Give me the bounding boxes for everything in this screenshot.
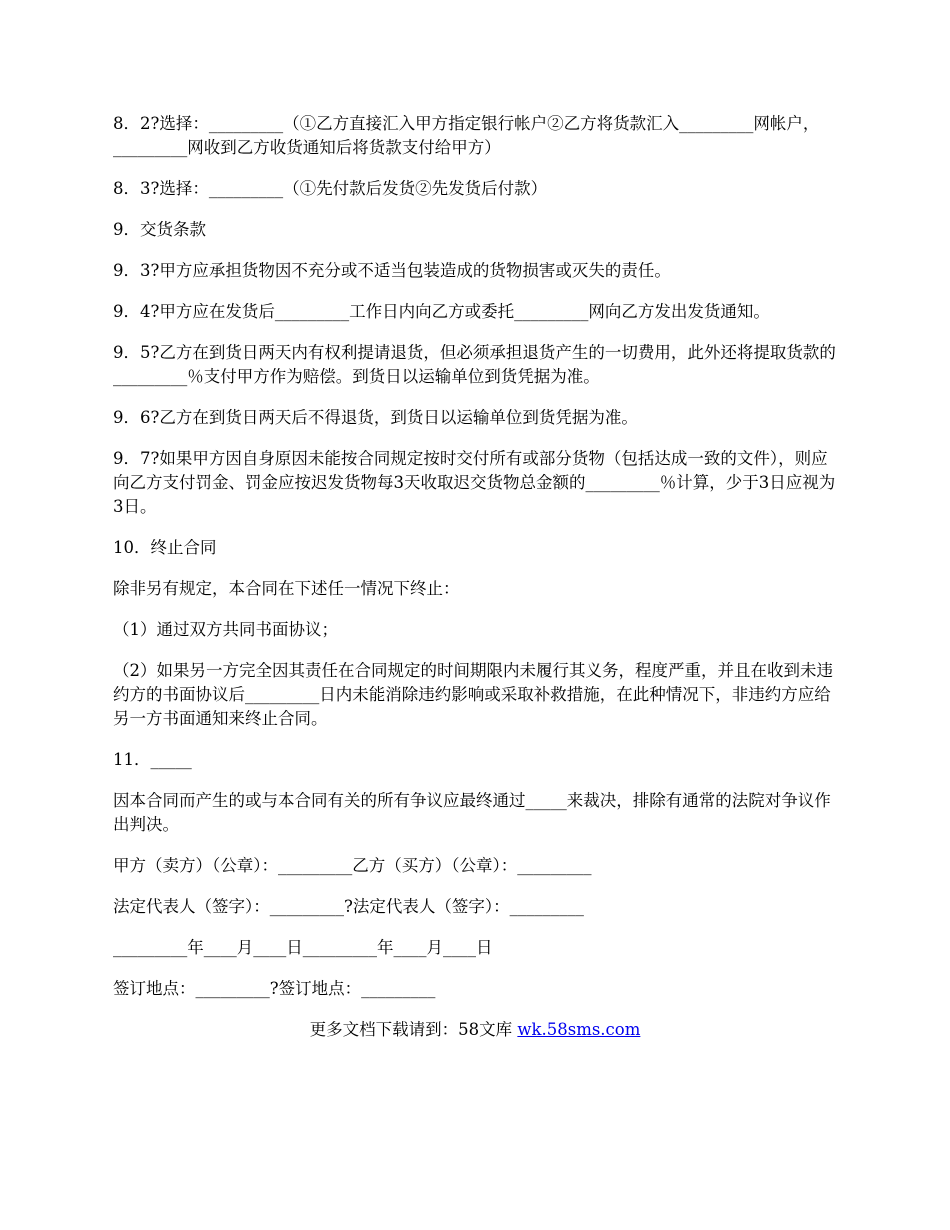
footer-link[interactable]: wk.58sms.com bbox=[517, 1020, 641, 1039]
clause-9-6: 9．6?乙方在到货日两天后不得退货，到货日以运输单位到货凭据为准。 bbox=[113, 408, 638, 427]
legal-rep-line: 法定代表人（签字）：_________?法定代表人（签字）：_________ bbox=[113, 897, 584, 916]
termination-item-2: （2）如果另一方完全因其责任在合同规定的时间期限内未履行其义务，程度严重，并且在收到未违约方的书面协议后_________日内未能消除违约影响或采取补救措施，在此种情况下，非违约方应给另一方书面通知来终止合同。 bbox=[113, 661, 833, 728]
clause-9-4: 9．4?甲方应在发货后_________工作日内向乙方或委托_________网向乙方发出发货通知。 bbox=[113, 302, 770, 321]
party-seals-line: 甲方（卖方）（公章）：_________乙方（买方）（公章）：_________ bbox=[113, 856, 592, 875]
termination-intro: 除非另有规定，本合同在下述任一情况下终止： bbox=[113, 579, 460, 598]
clause-8-3: 8．3?选择：_________（①先付款后发货②先发货后付款） bbox=[113, 179, 548, 198]
heading-10: 10．终止合同 bbox=[113, 538, 217, 557]
termination-item-1: （1）通过双方共同书面协议； bbox=[113, 620, 338, 639]
clause-9-3: 9．3?甲方应承担货物因不充分或不适当包装造成的货物损害或灭失的责任。 bbox=[113, 261, 671, 280]
heading-11: 11．_____ bbox=[113, 750, 192, 769]
document-page bbox=[113, 112, 841, 1042]
footer bbox=[0, 1018, 950, 1042]
clause-9-7: 9．7?如果甲方因自身原因未能按合同规定按时交付所有或部分货物（包括达成一致的文件），则应向乙方支付罚金、罚金应按迟发货物每3天收取迟交货物总金额的_________％计算，少于3日应视为3日。 bbox=[113, 449, 836, 516]
heading-9: 9．交货条款 bbox=[113, 220, 206, 239]
clause-9-5: 9．5?乙方在到货日两天内有权利提请退货，但必须承担退货产生的一切费用，此外还将提取货款的_________％支付甲方作为赔偿。到货日以运输单位到货凭据为准。 bbox=[113, 343, 836, 386]
footer-text: 更多文档下载请到：58文库 bbox=[309, 1020, 513, 1039]
dispute-clause: 因本合同而产生的或与本合同有关的所有争议应最终通过_____来裁决，排除有通常的法院对争议作出判决。 bbox=[113, 791, 831, 834]
signing-place-line: 签订地点：_________?签订地点：_________ bbox=[113, 979, 436, 998]
clause-8-2: 8．2?选择：_________（①乙方直接汇入甲方指定银行帐户②乙方将货款汇入_________网帐户，_________网收到乙方收货通知后将货款支付给甲方） bbox=[113, 114, 820, 157]
date-line: _________年____月____日_________年____月____日 bbox=[113, 938, 493, 957]
